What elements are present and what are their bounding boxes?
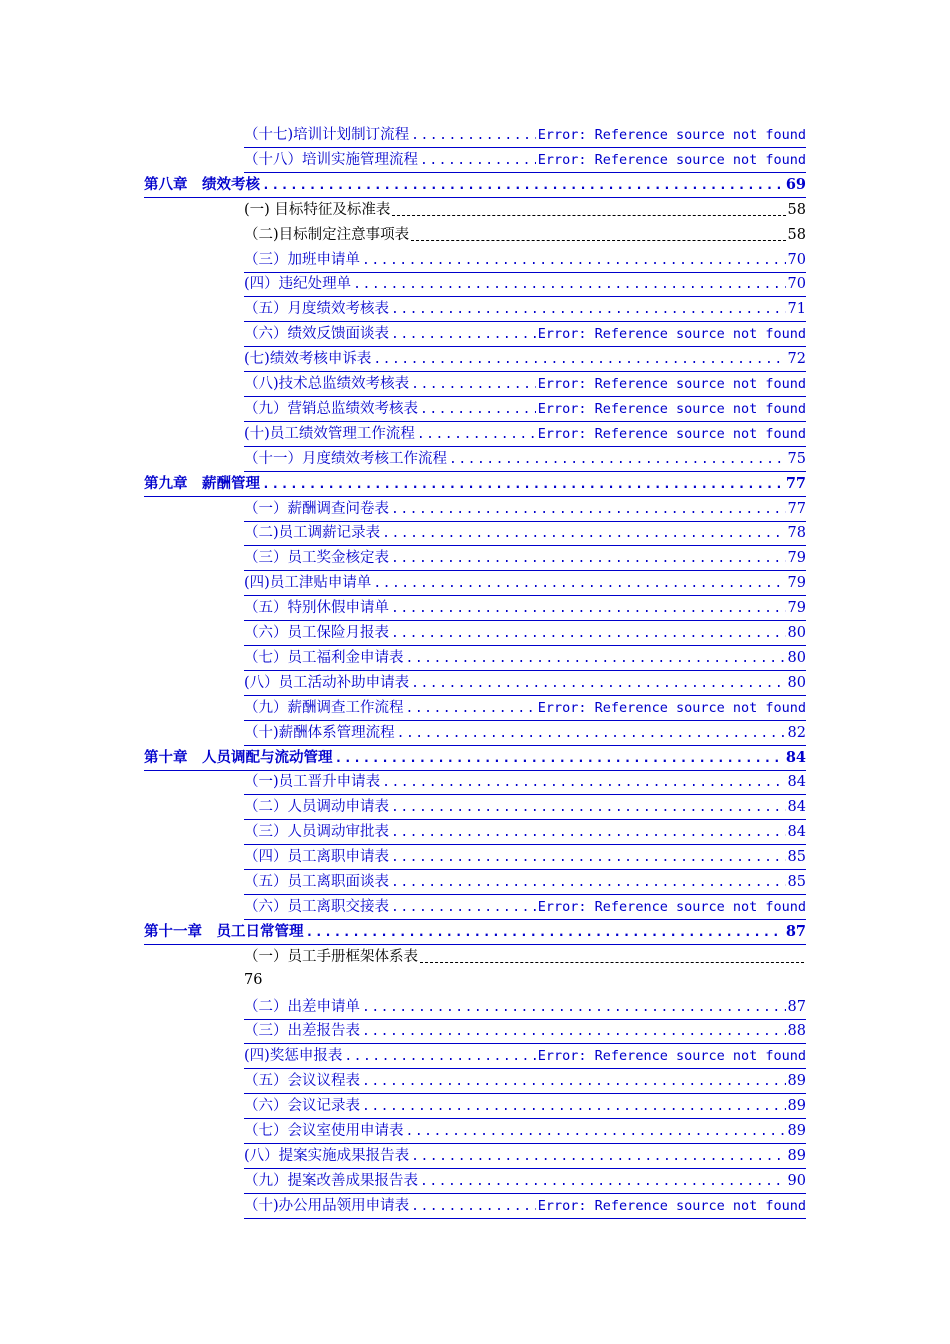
toc-entry-title: （五）员工离职面谈表 [244,874,389,890]
toc-entry-title: (四）违纪处理单 [244,276,352,293]
toc-entry-title: （二）人员调动申请表 [244,799,389,816]
toc-entry-title: (八）提案实施成果报告表 [244,1147,410,1164]
dot-leader [391,823,786,843]
toc-entry-title: （四）员工离职申请表 [244,849,389,866]
dot-leader [391,500,786,520]
dot-leader [391,325,536,345]
toc-entry-title: （六）绩效反馈面谈表 [244,326,389,343]
toc-entry-title: (四)员工津贴申请单 [244,575,372,592]
dot-leader [391,898,536,918]
toc-entry[interactable] [244,1171,806,1194]
toc-entry-title: （一)员工晋升申请表 [244,774,381,791]
toc-page-number: 84 [785,748,806,766]
dot-leader [406,649,786,669]
toc-entry[interactable] [244,698,806,721]
dot-leader [420,953,804,963]
dot-leader [411,1147,785,1167]
toc-entry-title: (一) 目标特征及标准表 [244,201,391,218]
toc-page-number: 75 [787,450,806,467]
dot-leader [420,400,536,420]
dot-leader [397,724,786,744]
toc-page-number: Error: Reference source not found [537,376,806,392]
toc-entry[interactable] [244,299,806,322]
toc-page-number: 84 [787,824,806,841]
dot-leader [406,699,536,719]
dot-leader [411,126,536,146]
toc-entry[interactable] [244,623,806,646]
toc-entry-title: （十一）月度绩效考核工作流程 [244,450,447,467]
toc-page-number: 58 [787,226,806,243]
toc-entry[interactable] [244,274,806,297]
toc-entry-title: （十七)培训计划制订流程 [244,127,410,143]
dot-leader [391,300,786,320]
dot-leader [411,375,536,395]
toc-page-number: 79 [787,575,806,592]
dot-leader [420,1172,786,1192]
dot-leader [406,1122,786,1142]
dot-leader [382,773,785,793]
toc-entry[interactable] [244,125,806,148]
toc-page-number: Error: Reference source not found [537,1048,806,1065]
toc-page-number: 78 [787,525,806,542]
toc-entry[interactable] [244,648,806,671]
toc-entry-title: （三）出差报告表 [244,1023,360,1040]
dot-leader [391,873,786,893]
toc-entry [244,200,806,222]
toc-entry[interactable] [244,523,806,546]
toc-entry [244,225,806,247]
dot-leader [449,450,786,470]
toc-entry[interactable] [244,872,806,895]
toc-entry-title: （七）会议室使用申请表 [244,1123,404,1139]
toc-page-number: 87 [787,998,806,1015]
dot-leader [306,923,784,943]
toc-entry-title: (八）员工活动补助申请表 [244,674,410,691]
toc-entry-title: （二)目标制定注意事项表 [244,226,410,243]
toc-entry-title: （二)员工调薪记录表 [244,525,381,542]
toc-page-number: 84 [787,774,806,791]
toc-entry-title: （八)技术总监绩效考核表 [244,376,410,392]
toc-page-number: Error: Reference source not found [537,898,806,915]
toc-entry[interactable] [244,598,806,621]
toc-entry[interactable] [244,150,806,173]
toc-page-number: 72 [787,351,806,368]
toc-page-number: 80 [787,674,806,691]
dot-leader [391,848,786,868]
toc-entry [244,947,806,969]
toc-entry-title: （六）员工保险月报表 [244,625,389,641]
toc-page-number: 79 [787,600,806,617]
toc-entry[interactable] [244,1021,806,1044]
toc-entry-title: 第八章 绩效考核 [144,175,260,193]
toc-entry[interactable] [244,250,806,273]
toc-entry[interactable] [244,1146,806,1169]
toc-chapter-entry[interactable] [144,922,806,945]
toc-entry-title: （六）会议记录表 [244,1098,360,1115]
toc-page-number: Error: Reference source not found [537,326,806,343]
toc-entry[interactable] [244,349,806,372]
dot-leader [391,798,786,818]
dot-leader [420,151,536,171]
toc-entry[interactable] [244,324,806,347]
toc-entry-title: （九）提案改善成果报告表 [244,1172,418,1189]
toc-entry-title: （十八）培训实施管理流程 [244,151,418,168]
toc-entry[interactable] [244,499,806,522]
toc-entry-title: (七)绩效考核申诉表 [244,351,372,368]
toc-entry-title: （九）薪酬调查工作流程 [244,699,404,716]
toc-entry-title: （三）员工奖金核定表 [244,550,389,567]
dot-leader [391,599,786,619]
toc-page-number: Error: Reference source not found [537,425,806,442]
toc-entry-title: （六）员工离职交接表 [244,898,389,915]
toc-entry-title: （一）员工手册框架体系表 [244,948,418,965]
toc-entry[interactable] [244,424,806,447]
toc-page-number: 88 [787,1023,806,1040]
toc-entry[interactable] [244,1121,806,1144]
toc-page-number: 89 [787,1098,806,1115]
toc-page-number: 89 [787,1073,806,1090]
toc-entry[interactable] [244,1096,806,1119]
toc-entry-title: （三）人员调动审批表 [244,824,389,841]
dot-leader [391,624,786,644]
toc-page-number: 70 [787,276,806,293]
toc-entry-title: （五）会议议程表 [244,1073,360,1090]
toc-entry-title: 第九章 薪酬管理 [144,474,260,492]
toc-entry[interactable] [244,573,806,596]
toc-page-number: 80 [787,649,806,666]
dot-leader [344,1047,535,1067]
toc-entry-title: 第十一章 员工日常管理 [144,922,304,940]
toc-page-number: Error: Reference source not found [537,127,806,143]
dot-leader [382,524,785,544]
toc-entry-title: （五）月度绩效考核表 [244,301,389,318]
toc-page-number: 89 [787,1123,806,1139]
toc-entry-title: （七）员工福利金申请表 [244,649,404,666]
toc-entry-title: （三）加班申请单 [244,251,360,268]
dot-leader [373,574,785,594]
toc-entry[interactable] [244,822,806,845]
toc-entry[interactable] [244,548,806,571]
toc-entry-title: (四)奖惩申报表 [244,1048,343,1065]
toc-page-number: 77 [785,474,806,492]
toc-chapter-entry[interactable] [144,748,806,771]
dot-leader [335,749,784,769]
toc-page-number: 58 [787,201,806,218]
dot-leader [411,231,785,241]
toc-entry-title: （五）特别休假申请单 [244,600,389,617]
toc-chapter-entry[interactable] [144,474,806,497]
toc-entry[interactable] [244,449,806,472]
toc-entry[interactable] [244,1196,806,1219]
dot-leader [262,475,784,495]
toc-chapter-entry[interactable] [144,175,806,198]
toc-page-number: 71 [787,301,806,318]
dot-leader [362,1022,786,1042]
toc-page-number: 87 [785,922,806,940]
toc-page-number: 85 [787,874,806,890]
toc-page-number: 84 [787,799,806,816]
dot-leader [391,549,786,569]
dot-leader [392,206,785,216]
toc-page-number: Error: Reference source not found [537,400,806,417]
toc-entry[interactable] [244,772,806,795]
toc-entry-title: （十)办公用品领用申请表 [244,1197,410,1214]
dot-leader [411,674,785,694]
dot-leader [373,350,785,370]
toc-entry[interactable] [244,847,806,870]
toc-page-number: 76 [244,971,263,988]
dot-leader [411,1197,536,1217]
toc-entry-title: 第十章 人员调配与流动管理 [144,748,333,766]
toc-page-number: 90 [787,1172,806,1189]
dot-leader [362,1072,786,1092]
toc-entry[interactable] [244,897,806,920]
toc-entry[interactable] [244,797,806,820]
toc-page-number: Error: Reference source not found [537,1197,806,1214]
toc-entry[interactable] [244,374,806,397]
toc-entry[interactable] [244,673,806,696]
dot-leader [362,251,786,271]
toc-entry[interactable] [244,399,806,422]
toc-entry-title: (十)员工绩效管理工作流程 [244,425,415,442]
toc-page-number: Error: Reference source not found [537,151,806,168]
toc-entry-title: （一）薪酬调查问卷表 [244,500,389,517]
toc-page-number: 79 [787,550,806,567]
toc-entry[interactable] [244,723,806,746]
toc-page-number: 80 [787,625,806,641]
toc-entry-title: （九）营销总监绩效考核表 [244,400,418,417]
toc-entry-title: （二）出差申请单 [244,998,360,1015]
toc-page-number: 85 [787,849,806,866]
dot-leader [262,176,784,196]
toc-entry[interactable] [244,1071,806,1094]
toc-entry[interactable] [244,997,806,1020]
dot-leader [362,998,786,1018]
toc-entry[interactable] [244,1046,806,1069]
toc-entry-title: （十)薪酬体系管理流程 [244,724,395,741]
dot-leader [353,275,785,295]
toc-page-number: 77 [787,500,806,517]
dot-leader [362,1097,786,1117]
toc-page-number: 70 [787,251,806,268]
toc-page-number: 89 [787,1147,806,1164]
toc-page-number: 82 [787,724,806,741]
toc-page-number: 69 [785,175,806,193]
toc-page-number: Error: Reference source not found [537,699,806,716]
dot-leader [417,425,536,445]
